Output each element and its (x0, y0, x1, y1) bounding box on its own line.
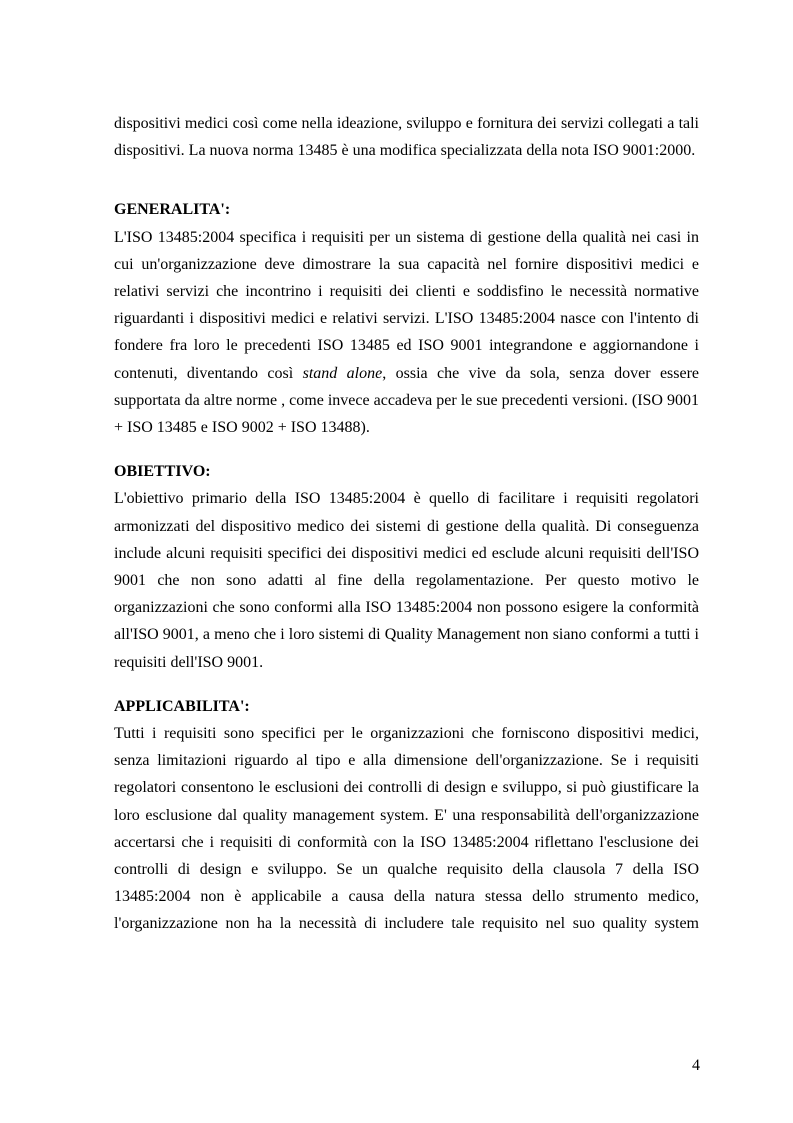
paragraph-applicabilita: Tutti i requisiti sono specifici per le organizzazioni che forniscono dispositivi medici, senza limitazioni riguardo al tipo e alla dimensione dell'organizzazione. Se i requisiti regolatori consentono le esclusioni dei controlli di design e sviluppo, si può giustificare la loro esclusione dal quality management system. E' una responsabilità dell'organizzazione accertarsi che i requisiti di conformità con la ISO 13485:2004 riflettano l'esclusione dei controlli di design e sviluppo. Se un qualche requisito della clausola 7 della ISO 13485:2004 non è applicabile a causa della natura stessa dello strumento medico, l'organizzazione non ha la necessità di includere tale requisito nel suo quality system (114, 725, 699, 933)
heading-generalita: GENERALITA': (114, 201, 231, 219)
paragraph-generalita (114, 224, 699, 442)
heading-obiettivo: OBIETTIVO: (114, 463, 211, 481)
document-page (114, 110, 699, 955)
section-generalita (114, 196, 699, 441)
generalita-text-italic: stand alone (302, 364, 383, 382)
heading-applicabilita: APPLICABILITA': (114, 697, 250, 715)
generalita-text-before: L'ISO 13485:2004 specifica i requisiti per un sistema di gestione della qualità nei casi in cui un'organizzazione deve dimostrare la sua capacità nel fornire dispositivi medici e relativi servizi che incontrino i requisiti dei clienti e soddisfino le necessità normative riguardanti i dispositivi medici e relativi servizi. L'ISO 13485:2004 nasce con l'intento di fondere fra loro le precedenti ISO 13485 ed ISO 9001 integrandone e aggiornandone i contenuti, diventando così (114, 228, 699, 382)
generalita-text-after: , ossia che vive da sola, senza dover essere supportata da altre norme , come invece accadeva per le sue precedenti versioni. (ISO 9001 + ISO 13485 e ISO 9002 + ISO 13488). (114, 364, 700, 437)
page-number: 4 (692, 1057, 700, 1074)
section-applicabilita (114, 693, 699, 938)
intro-paragraph: dispositivi medici così come nella ideazione, sviluppo e fornitura dei servizi collegati a tali dispositivi. La nuova norma 13485 è una modifica specializzata della nota ISO 9001:2000. (114, 115, 699, 160)
section-obiettivo (114, 458, 699, 676)
paragraph-obiettivo: L'obiettivo primario della ISO 13485:2004 è quello di facilitare i requisiti regolatori armonizzati del dispositivo medico dei sistemi di gestione della qualità. Di conseguenza include alcuni requisiti specifici dei dispositivi medici ed esclude alcuni requisiti dell'ISO 9001 che non sono adatti al fine della regolamentazione. Per questo motivo le organizzazioni che sono conformi alla ISO 13485:2004 non possono esigere la conformità all'ISO 9001, a meno che i loro sistemi di Quality Management non siano conformi a tutti i requisiti dell'ISO 9001. (114, 490, 699, 671)
